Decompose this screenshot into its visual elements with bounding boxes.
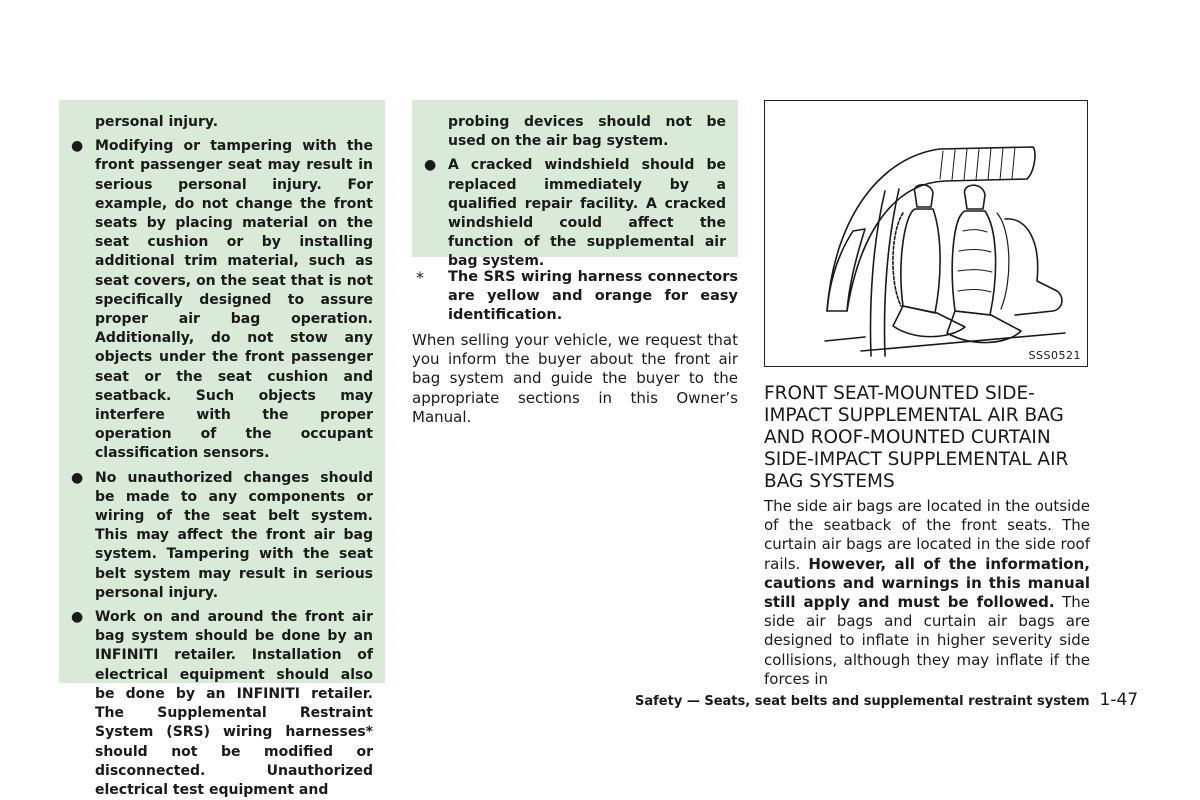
seat-left-back xyxy=(901,209,940,313)
warning-item xyxy=(59,137,373,463)
section-paragraph xyxy=(764,497,1090,689)
warning-lead: personal injury. xyxy=(95,114,219,130)
pillar-door-line-2 xyxy=(885,189,899,356)
footnote-text: The SRS wiring harness connectors are yellow and orange for easy identification. xyxy=(448,269,738,324)
footnote-marker: * xyxy=(416,268,424,287)
bullet-icon: ● xyxy=(424,157,437,174)
page-number: 1-47 xyxy=(1099,690,1139,710)
seat-right-stitch xyxy=(958,230,992,292)
seat-right-back xyxy=(952,211,995,315)
section-text-b: The side air bags and curtain air bags are designed to inflate in higher severity side collisions, although they may inflate if the forces in xyxy=(764,593,1090,688)
warning-item xyxy=(412,156,726,271)
roof-curtain-hatch xyxy=(940,147,1015,180)
warning-box-left xyxy=(59,100,385,798)
warning-list-left xyxy=(59,113,373,800)
roof-rail xyxy=(827,147,1035,311)
footnote xyxy=(412,268,738,326)
selling-text: When selling your vehicle, we request that you inform the buyer about the front air bag system and guide the buyer to the appropriate sections in this Owner’s Manual. xyxy=(412,331,738,426)
bullet-icon: ● xyxy=(71,138,84,155)
figure-code: SSS0521 xyxy=(1028,349,1081,362)
warning-lead: probing devices should not be used on the air bag system. xyxy=(448,114,726,150)
section-text xyxy=(764,497,1090,689)
section-text-a: The side air bags are located in the outside of the seatback of the front seats. The curtain air bags are located in the side roof rails. xyxy=(764,497,1090,573)
section-heading: FRONT SEAT-MOUNTED SIDE-IMPACT SUPPLEMENTAL AIR BAG AND ROOF-MOUNTED CURTAIN SIDE-IMPACT SUPPLEMENTAL AIR BAG SYSTEMS xyxy=(764,383,1069,492)
car-seat-illustration xyxy=(765,101,1087,366)
bullet-icon: ● xyxy=(71,469,84,486)
seat-airbag-figure xyxy=(764,100,1088,367)
warning-text: Modifying or tampering with the front passenger seat may result in serious personal injury. For example, do not change the front seats by placing material on the seat cushion or by installing additional trim material, such as seat covers, on the seat that is not specifically designed to assure proper air bag operation. Additionally, do not stow any objects under the front passenger seat or the seat cushion and seatback. Such objects may interfere with the proper operation of the occupant classification sensors. xyxy=(95,138,373,462)
warning-item xyxy=(59,469,373,603)
side-airbag-right xyxy=(997,213,1009,309)
section-text-emphasis: However, all of the information, cautions and warnings in this manual still apply and must be followed. xyxy=(764,554,1090,612)
footer-section: Safety — Seats, seat belts and supplemental restraint system xyxy=(635,694,1090,709)
warning-text: Work on and around the front air bag system should be done by an INFINITI retailer. Installation of electrical equipment should also be done by an INFINITI retailer. The Supplemental Restraint System (SRS) wiring harnesses* should not be modified or disconnected. Unauthorized electrical test equipment and xyxy=(95,609,373,798)
rear-seat xyxy=(1005,219,1062,315)
warning-list-middle xyxy=(412,113,726,272)
bullet-icon: ● xyxy=(71,609,84,626)
warning-text: A cracked windshield should be replaced immediately by a qualified repair facility. A cracked windshield could affect the function of the supplemental air bag system. xyxy=(448,157,726,270)
warning-box-middle xyxy=(412,100,738,270)
selling-paragraph xyxy=(412,331,738,427)
seat-right-headrest xyxy=(965,185,985,209)
warning-item xyxy=(59,608,373,800)
page-footer xyxy=(635,690,1139,710)
warning-text: No unauthorized changes should be made to any components or wiring of the seat belt system. This may affect the front air bag system. Tampering with the seat belt system may result in serious personal injury. xyxy=(95,469,373,601)
